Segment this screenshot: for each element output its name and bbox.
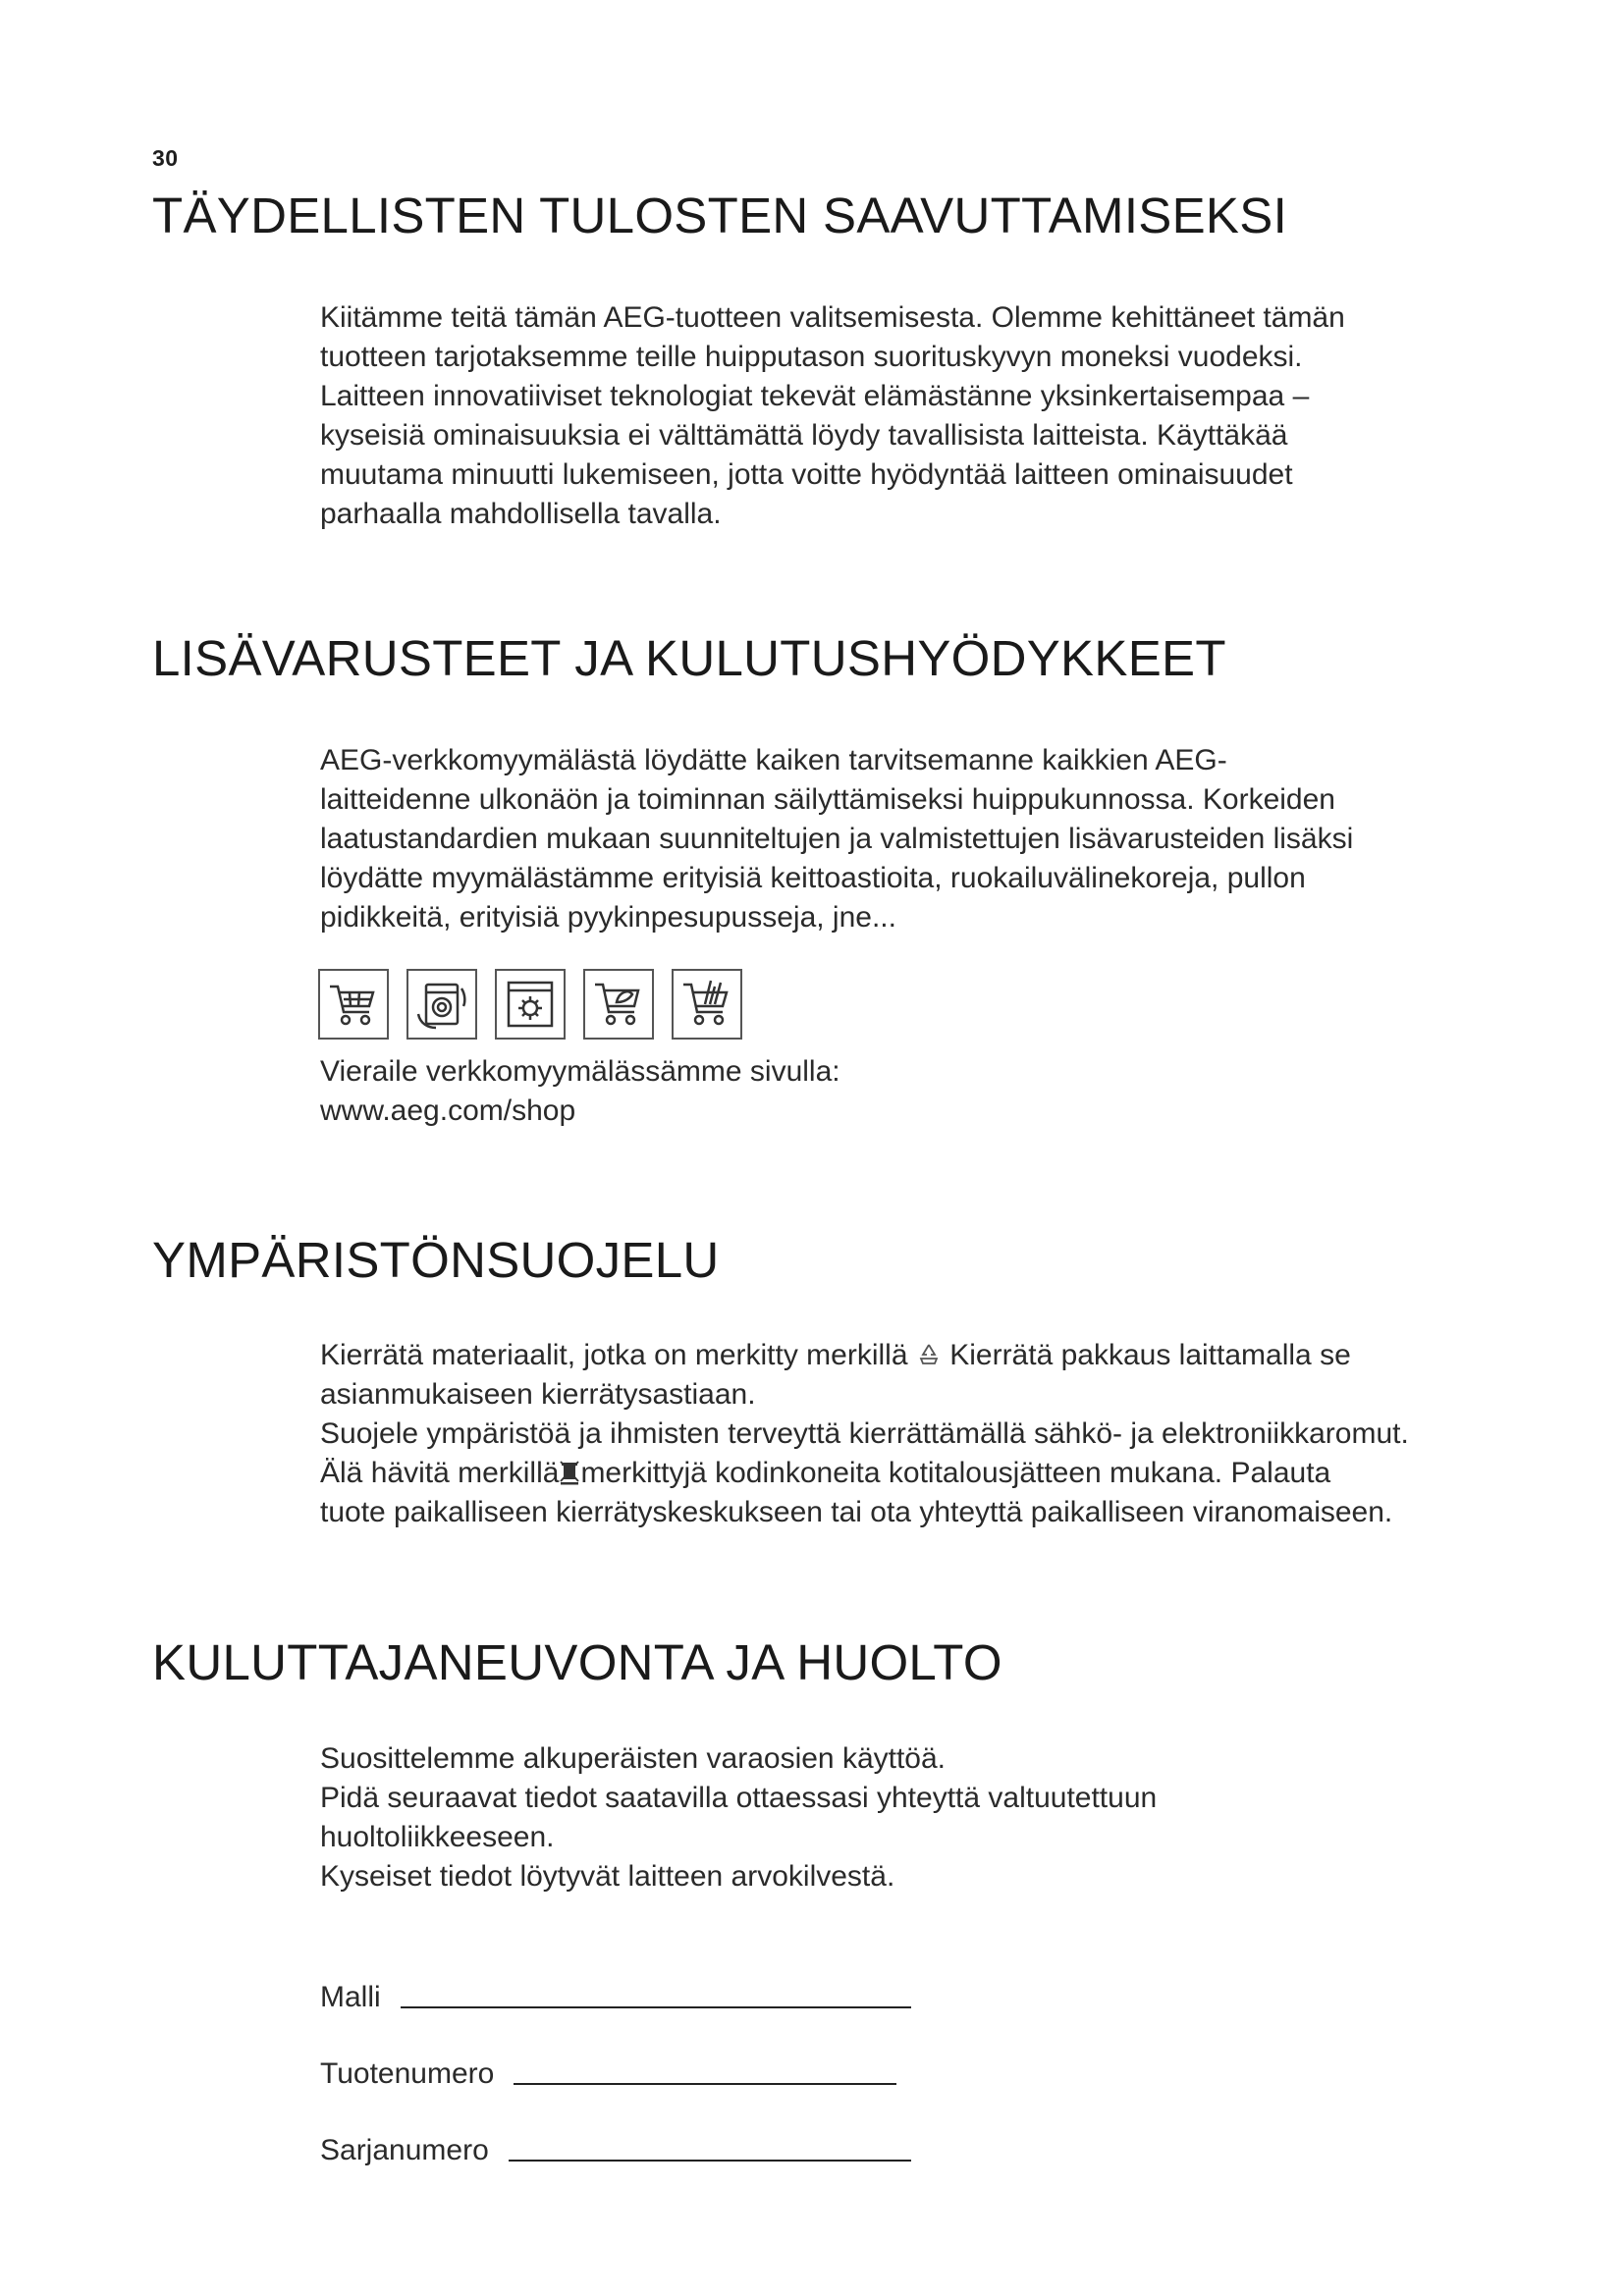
section-accessories-text [320,741,1353,937]
shop-visit-text [320,1052,840,1131]
text-fragment: Kierrätä materiaalit, jotka on merkitty merkillä [320,1339,908,1371]
section-title-performance: TÄYDELLISTEN TULOSTEN SAAVUTTAMISEKSI [152,187,1288,243]
section-title-accessories: LISÄVARUSTEET JA KULUTUSHYÖDYKKEET [152,630,1226,686]
serial-number-label: Sarjanumero [320,2134,489,2166]
gear-cart-icon [495,969,566,1040]
visit-label: Vieraile verkkomyymälässämme sivulla: [320,1055,840,1088]
text-fragment: merkittyjä kodinkoneita kotitalousjätteen mukana. Palauta [580,1457,1331,1489]
crossed-bin-icon [559,1460,580,1485]
cart-tools-icon [672,969,742,1040]
product-number-label: Tuotenumero [320,2057,495,2090]
text-line: asianmukaiseen kierrätysastiaan. [320,1378,756,1411]
text-line: löydätte myymälästämme erityisiä keittoastioita, ruokailuvälinekoreja, pullon [320,862,1306,894]
product-number-field [320,2057,896,2091]
text-line: Suosittelemme alkuperäisten varaosien käyttöä. [320,1742,947,1775]
text-line: AEG-verkkomyymälästä löydätte kaiken tarvitsemanne kaikkien AEG- [320,744,1227,776]
shop-link[interactable]: www.aeg.com/shop [320,1095,576,1127]
section-environment-text [320,1336,1409,1532]
text-fragment: Älä hävitä merkillä [320,1457,560,1489]
washing-machine-icon [406,969,477,1040]
text-line: muutama minuutti lukemiseen, jotta voitte hyödyntää laitteen ominaisuudet [320,458,1293,491]
text-line: Laitteen innovatiiviset teknologiat tekevät elämästänne yksinkertaisempaa – [320,380,1310,412]
page-number: 30 [152,145,179,171]
model-fill-line[interactable] [401,2005,911,2008]
text-line: laatustandardien mukaan suunniteltujen ja valmistettujen lisävarusteiden lisäksi [320,823,1354,855]
section-title-service: KULUTTAJANEUVONTA JA HUOLTO [152,1634,1002,1690]
text-line: tuote paikalliseen kierrätyskeskukseen tai ota yhteyttä paikalliseen viranomaiseen. [320,1496,1393,1528]
shop-icons-row [318,969,742,1040]
text-line: Pidä seuraavat tiedot saatavilla ottaessasi yhteyttä valtuutettuun [320,1782,1158,1814]
text-line: pidikkeitä, erityisiä pyykinpesupusseja, jne... [320,901,896,934]
model-field [320,1981,911,2014]
text-line [320,1454,1409,1493]
section-performance-text [320,298,1345,534]
text-line [320,1336,1409,1375]
serial-number-field [320,2134,911,2167]
section-title-environment: YMPÄRISTÖNSUOJELU [152,1232,720,1288]
text-line: Kyseiset tiedot löytyvät laitteen arvokilvestä. [320,1860,895,1893]
section-service-text [320,1739,1157,1896]
product-number-fill-line[interactable] [514,2082,896,2085]
text-line: Kiitämme teitä tämän AEG-tuotteen valitsemisesta. Olemme kehittäneet tämän [320,301,1345,334]
recycle-icon [916,1342,942,1367]
text-line: kyseisiä ominaisuuksia ei välttämättä löydy tavallisista laitteista. Käyttäkää [320,419,1288,452]
text-line: laitteidenne ulkonäön ja toiminnan säilyttämiseksi huippukunnossa. Korkeiden [320,783,1335,816]
shopping-cart-icon [318,969,389,1040]
text-line: parhaalla mahdollisella tavalla. [320,498,722,530]
text-fragment: Kierrätä pakkaus laittamalla se [949,1339,1351,1371]
text-line: tuotteen tarjotaksemme teille huipputason suorituskyvyn moneksi vuodeksi. [320,341,1303,373]
cart-dish-icon [583,969,654,1040]
serial-number-fill-line[interactable] [509,2159,911,2162]
text-line: huoltoliikkeeseen. [320,1821,555,1853]
text-line: Suojele ympäristöä ja ihmisten terveyttä kierrättämällä sähkö- ja elektroniikkaromut. [320,1417,1409,1450]
model-label: Malli [320,1981,381,2013]
